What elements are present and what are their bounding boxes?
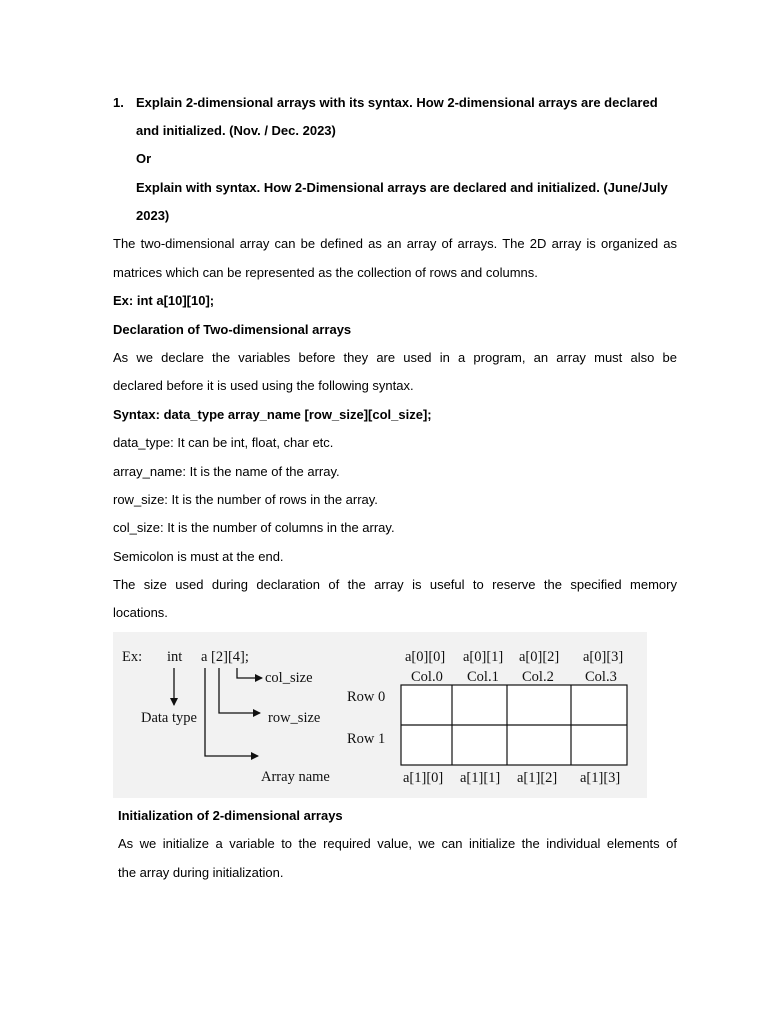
question-number: 1.	[113, 95, 124, 110]
fig-row-label: Row 0	[347, 689, 386, 705]
fig-top-label: a[0][2]	[519, 649, 560, 665]
param-col-size: col_size: It is the number of columns in the array.	[113, 520, 395, 535]
question-or: Or	[136, 151, 152, 166]
fig-col-size: col_size	[265, 670, 313, 686]
question-line-4: 2023)	[136, 208, 170, 223]
param-array-name: array_name: It is the name of the array.	[113, 464, 340, 479]
size-line-2: locations.	[113, 605, 168, 620]
fig-bottom-label: a[1][1]	[460, 770, 501, 786]
col-size-arrow	[237, 668, 262, 678]
row-size-arrow	[219, 668, 260, 713]
fig-ex: Ex:	[122, 649, 143, 665]
param-data-type: data_type: It can be int, float, char etc.	[113, 435, 334, 450]
semicolon-note: Semicolon is must at the end.	[113, 549, 284, 564]
fig-bottom-label: a[1][0]	[403, 770, 444, 786]
param-row-size: row_size: It is the number of rows in the array.	[113, 492, 378, 507]
initialization-line-1: As we initialize a variable to the required value, we can initialize the individual elements of	[118, 836, 677, 851]
fig-data-type: Data type	[141, 710, 197, 726]
fig-decl: a [2][4];	[201, 649, 249, 665]
fig-row-label: Row 1	[347, 731, 386, 747]
declaration-line-2: declared before it is used using the following syntax.	[113, 378, 414, 393]
declaration-line-1: As we declare the variables before they are used in a program, an array must also be	[113, 350, 677, 365]
fig-row-size: row_size	[268, 710, 321, 726]
size-line-1: The size used during declaration of the array is useful to reserve the specified memory	[113, 577, 677, 592]
fig-top-label: a[0][3]	[583, 649, 624, 665]
fig-bottom-label: a[1][3]	[580, 770, 621, 786]
initialization-line-2: the array during initialization.	[118, 865, 284, 880]
array-diagram	[113, 632, 647, 798]
fig-array-name: Array name	[261, 769, 330, 785]
array-diagram-svg	[113, 632, 647, 798]
syntax-line: Syntax: data_type array_name [row_size][col_size];	[113, 407, 432, 422]
fig-top-label: a[0][1]	[463, 649, 504, 665]
fig-col-label: Col.3	[585, 669, 617, 685]
fig-int: int	[167, 649, 183, 665]
fig-bottom-label: a[1][2]	[517, 770, 558, 786]
fig-top-label: a[0][0]	[405, 649, 446, 665]
array-name-arrow	[205, 668, 258, 756]
fig-col-label: Col.0	[411, 669, 443, 685]
fig-col-label: Col.1	[467, 669, 499, 685]
intro-line-2: matrices which can be represented as the collection of rows and columns.	[113, 265, 538, 280]
question-line-3: Explain with syntax. How 2-Dimensional arrays are declared and initialized. (June/July	[136, 180, 668, 195]
initialization-heading: Initialization of 2-dimensional arrays	[118, 808, 343, 823]
question-line-2: and initialized. (Nov. / Dec. 2023)	[136, 123, 336, 138]
example-line: Ex: int a[10][10];	[113, 293, 215, 308]
declaration-heading: Declaration of Two-dimensional arrays	[113, 322, 352, 337]
fig-col-label: Col.2	[522, 669, 554, 685]
question-line-1: Explain 2-dimensional arrays with its syntax. How 2-dimensional arrays are declared	[136, 95, 658, 110]
intro-line-1: The two-dimensional array can be defined as an array of arrays. The 2D array is organized as	[113, 236, 677, 251]
